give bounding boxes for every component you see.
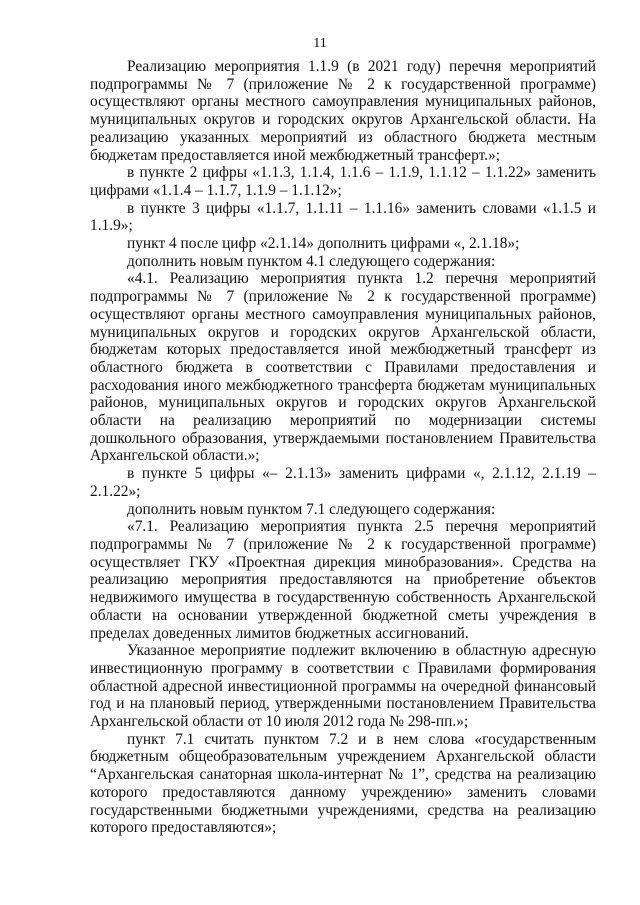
paragraph: в пункте 3 цифры «1.1.7, 1.1.11 – 1.1.16» заменить словами «1.1.5 и 1.1.9»; (90, 199, 596, 235)
page-number: 11 (313, 36, 327, 51)
paragraph: пункт 4 после цифр «2.1.14» дополнить цифрами «, 2.1.18»; (127, 235, 520, 253)
document-body (90, 58, 596, 837)
paragraph: Реализацию мероприятия 1.1.9 (в 2021 году) перечня мероприятий подпрограммы № 7 (приложение № 2 к государственной программе) осуществляют органы местного самоуправления муниципальных районов, муниципальных округов и городских округов Архангельской области. На реализацию указанных мероприятий из областного бюджета местным бюджетам предоставляется иной межбюджетный трансферт.»; (90, 58, 596, 164)
paragraph: Указанное мероприятие подлежит включению в областную адресную инвестиционную программу в соответствии с Правилами формирования областной адресной инвестиционной программы на очередной финансовый год и на плановый период, утвержденными постановлением Правительства Архангельской области от 10 июля 2012 года № 298-пп.»; (90, 642, 596, 731)
paragraph: пункт 7.1 считать пунктом 7.2 и в нем слова «государственным бюджетным общеобразовательным учреждением Архангельской области “Архангельская санаторная школа-интернат № 1”, средства на реализацию которого предоставляются данному учреждению» заменить словами государственными бюджетными учреждениями, средства на реализацию которого предоставляются»; (90, 730, 596, 837)
paragraph: в пункте 2 цифры «1.1.3, 1.1.4, 1.1.6 – 1.1.9, 1.1.12 – 1.1.22» заменить цифрами «1.1.4 – 1.1.7, 1.1.9 – 1.1.12»; (90, 164, 596, 199)
paragraph: «7.1. Реализацию мероприятия пункта 2.5 перечня мероприятий подпрограммы № 7 (приложение № 2 к государственной программе) осуществляет ГКУ «Проектная дирекция минобразования». Средства на реализацию мероприятия предоставляются на приобретение объектов недвижимого имущества в государственную собственность Архангельской области на основании утвержденной бюджетной сметы учреждения в пределах доведенных лимитов бюджетных ассигнований. (90, 518, 596, 642)
paragraph: «4.1. Реализацию мероприятия пункта 1.2 перечня мероприятий подпрограммы № 7 (приложение № 2 к государственной программе) осуществляют органы местного самоуправления муниципальных районов, муниципальных округов и городских округов Архангельской области, бюджетам которых предоставляется иной межбюджетный трансферт из областного бюджета в соответствии с Правилами предоставления и расходования иного межбюджетного трансферта бюджетам муниципальных районов, муниципальных округов и городских округов Архангельской области на реализацию мероприятий по модернизации системы дошкольного образования, утверждаемыми постановлением Правительства Архангельской области.»; (90, 270, 596, 465)
paragraph: в пункте 5 цифры «– 2.1.13» заменить цифрами «, 2.1.12, 2.1.19 – 2.1.22»; (90, 465, 596, 500)
paragraph: дополнить новым пунктом 7.1 следующего содержания: (127, 500, 496, 518)
paragraph: дополнить новым пунктом 4.1 следующего содержания: (127, 252, 496, 270)
